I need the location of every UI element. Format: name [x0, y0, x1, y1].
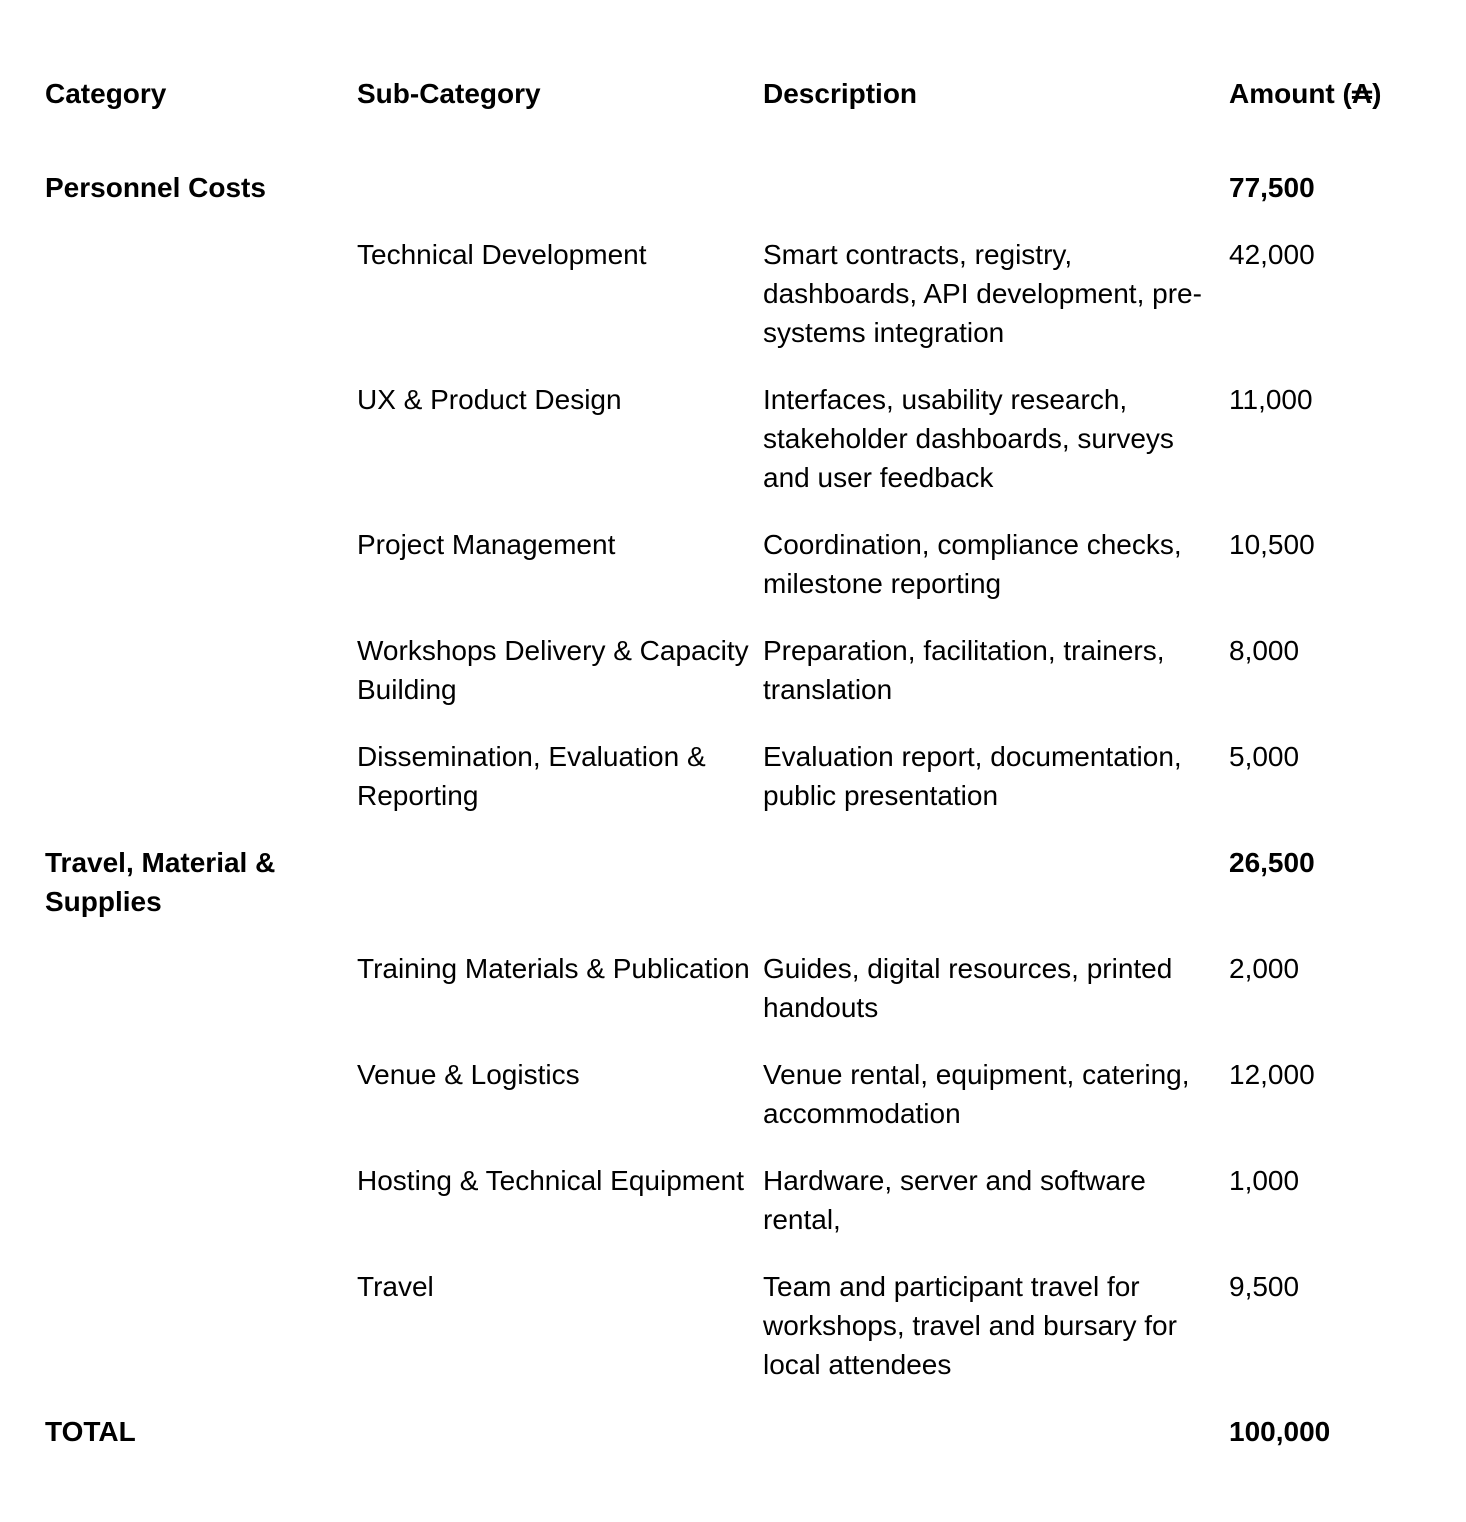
amount: 11,000	[1229, 384, 1313, 415]
description: Hardware, server and software rental,	[763, 1165, 1146, 1235]
total-amount: 100,000	[1229, 1416, 1331, 1447]
table-row	[45, 949, 1429, 1055]
amount: 2,000	[1229, 953, 1300, 984]
table-row	[45, 1161, 1429, 1267]
category-name: Travel, Material & Supplies	[45, 847, 276, 917]
table-row	[45, 525, 1429, 631]
header-sub-category: Sub-Category	[357, 78, 541, 109]
sub-category: Workshops Delivery & Capacity Building	[357, 635, 749, 705]
sub-category: Hosting & Technical Equipment	[357, 1165, 745, 1196]
table-row	[45, 380, 1429, 525]
amount: 12,000	[1229, 1059, 1315, 1090]
total-row	[45, 1412, 1429, 1451]
category-amount: 26,500	[1229, 847, 1315, 878]
table-row	[45, 235, 1429, 380]
description: Evaluation report, documentation, public presentation	[763, 741, 1182, 811]
amount: 1,000	[1229, 1165, 1300, 1196]
sub-category: Dissemination, Evaluation & Reporting	[357, 741, 706, 811]
description: Interfaces, usability research, stakeholder dashboards, surveys and user feedback	[763, 384, 1174, 493]
sub-category: Venue & Logistics	[357, 1059, 580, 1090]
header-category: Category	[45, 78, 167, 109]
category-name: Personnel Costs	[45, 172, 266, 203]
sub-category: Travel	[357, 1271, 434, 1302]
sub-category: Training Materials & Publication	[357, 953, 750, 984]
description: Team and participant travel for workshops, travel and bursary for local attendees	[763, 1271, 1177, 1380]
category-amount: 77,500	[1229, 172, 1315, 203]
table-row	[45, 1267, 1429, 1412]
description: Venue rental, equipment, catering, accommodation	[763, 1059, 1190, 1129]
budget-table	[45, 74, 1429, 1451]
description: Preparation, facilitation, trainers, translation	[763, 635, 1165, 705]
header-amount: Amount (₳)	[1229, 78, 1382, 109]
amount: 42,000	[1229, 239, 1315, 270]
sub-category: Technical Development	[357, 239, 647, 270]
table-row	[45, 631, 1429, 737]
amount: 9,500	[1229, 1271, 1300, 1302]
category-row	[45, 168, 1429, 235]
header-description: Description	[763, 78, 918, 109]
table-row	[45, 1055, 1429, 1161]
table-header-row	[45, 74, 1429, 168]
description: Smart contracts, registry, dashboards, API development, pre-systems integration	[763, 239, 1202, 348]
description: Coordination, compliance checks, milestone reporting	[763, 529, 1182, 599]
sub-category: Project Management	[357, 529, 616, 560]
category-row	[45, 843, 1429, 949]
table-row	[45, 737, 1429, 843]
amount: 8,000	[1229, 635, 1300, 666]
amount: 5,000	[1229, 741, 1300, 772]
total-label: TOTAL	[45, 1416, 136, 1447]
description: Guides, digital resources, printed handouts	[763, 953, 1173, 1023]
sub-category: UX & Product Design	[357, 384, 622, 415]
amount: 10,500	[1229, 529, 1315, 560]
